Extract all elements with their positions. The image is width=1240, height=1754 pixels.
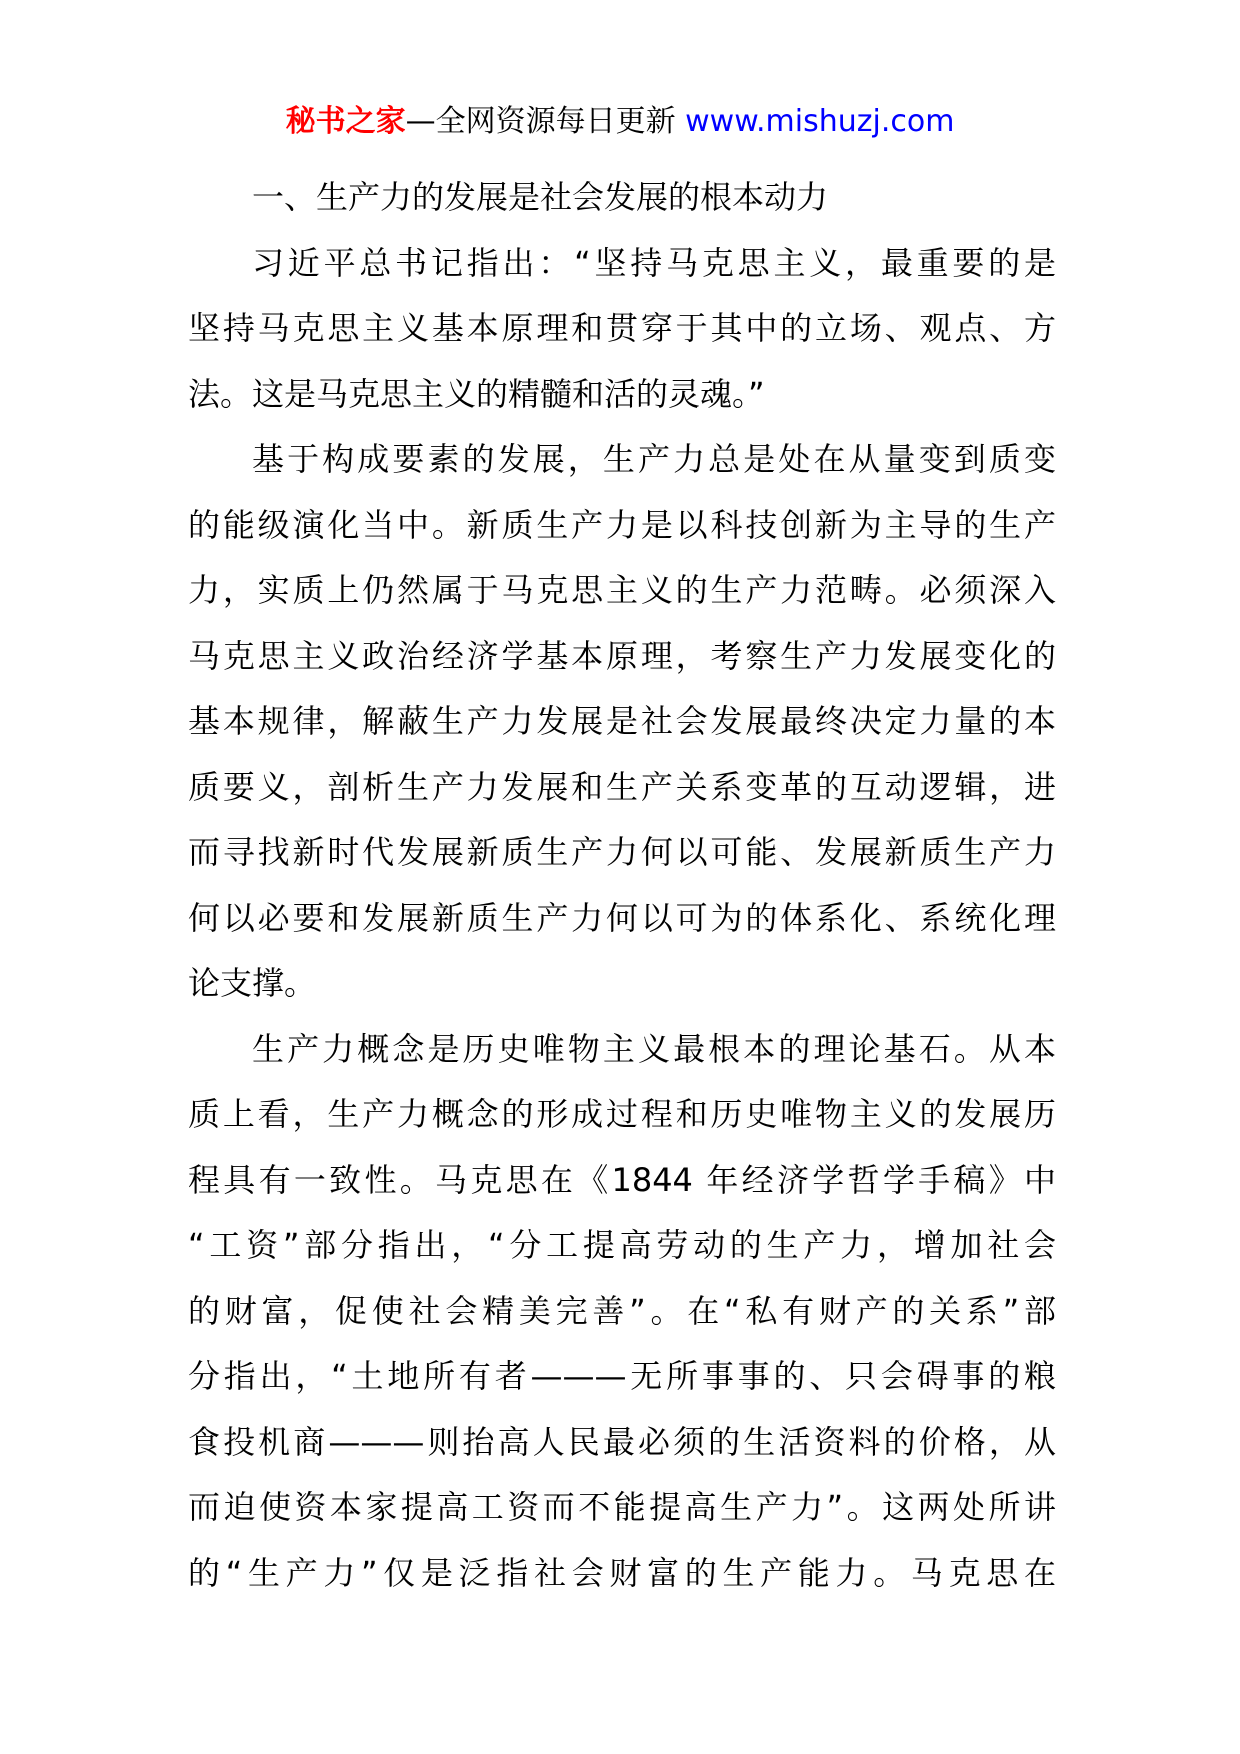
text-line: 一、生产力的发展是社会发展的根本动力 (252, 178, 829, 216)
text-line: 力，实质上仍然属于马克思主义的生产力范畴。必须深入 (188, 571, 1056, 609)
text-line: 而迫使资本家提高工资而不能提高生产力”。这两处所讲 (188, 1488, 1056, 1526)
text-line: 何以必要和发展新质生产力何以可为的体系化、系统化理 (188, 898, 1056, 937)
text-line: 的财富，促使社会精美完善”。在“私有财产的关系”部 (188, 1291, 1056, 1330)
text-line: 质上看，生产力概念的形成过程和历史唯物主义的发展历 (188, 1095, 1056, 1133)
text-line: 论支撑。 (188, 964, 317, 1002)
text-line: 质要义，剖析生产力发展和生产关系变革的互动逻辑，进 (188, 767, 1056, 806)
text-line: “工资”部分指出，“分工提高劳动的生产力，增加社会 (188, 1226, 1056, 1264)
page-header (0, 100, 1240, 144)
text-line: 习近平总书记指出：“坚持马克思主义，最重要的是 (252, 243, 1056, 282)
text-line: 而寻找新时代发展新质生产力何以可能、发展新质生产力 (188, 833, 1056, 871)
header-url-link[interactable]: www.mishuzj.com (685, 104, 955, 139)
document-body (188, 165, 1056, 1606)
text-line: 分指出，“土地所有者———无所事事的、只会碍事的粮 (188, 1357, 1056, 1395)
text-line: 的“生产力”仅是泛指社会财富的生产能力。马克思在 (188, 1553, 1056, 1592)
text-line: 程具有一致性。马克思在《1844 年经济学哲学手稿》中 (188, 1160, 1056, 1199)
text-line: 生产力概念是历史唯物主义最根本的理论基石。从本 (252, 1029, 1056, 1068)
text-line: 法。这是马克思主义的精髓和活的灵魂。” (188, 374, 765, 413)
text-line: 基于构成要素的发展，生产力总是处在从量变到质变 (252, 440, 1056, 478)
text-line: 基本规律，解蔽生产力发展是社会发展最终决定力量的本 (188, 702, 1056, 740)
text-line: 马克思主义政治经济学基本原理，考察生产力发展变化的 (188, 636, 1056, 675)
text-line: 食投机商———则抬高人民最必须的生活资料的价格，从 (188, 1422, 1056, 1461)
text-line: 坚持马克思主义基本原理和贯穿于其中的立场、观点、方 (188, 309, 1056, 347)
header-brand: 秘书之家 (285, 104, 406, 139)
header-tagline: —全网资源每日更新 (405, 104, 676, 139)
text-line: 的能级演化当中。新质生产力是以科技创新为主导的生产 (188, 505, 1056, 544)
